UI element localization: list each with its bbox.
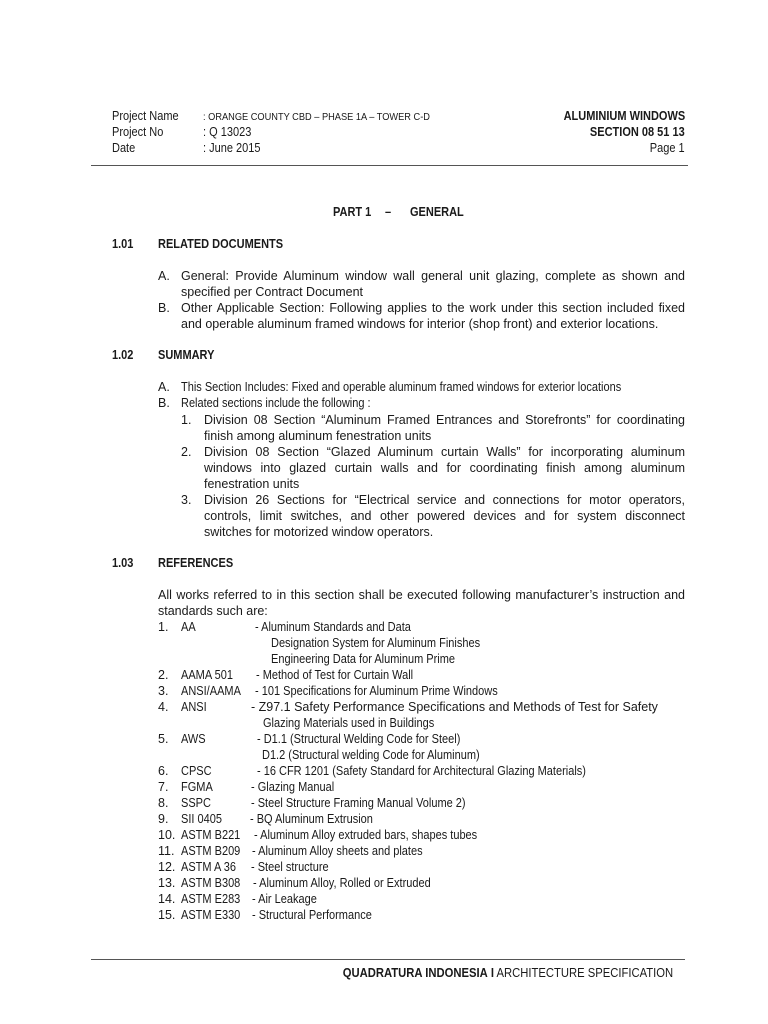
s101-item-b-text: Other Applicable Section: Following applies to the work under this section included fixed and operable aluminum framed windows for interior (shop front) and exterior locations. xyxy=(181,301,685,331)
s102-item-b-text: Related sections include the following : xyxy=(181,396,371,410)
part-number: PART 1 xyxy=(333,205,372,219)
ref-4-desc: - Z97.1 Safety Performance Specifications and Methods of Test for Safety xyxy=(251,700,658,714)
ref-10-code: ASTM B221 xyxy=(181,828,241,842)
ref-3-code: ANSI/AAMA xyxy=(181,684,241,698)
s102-item-a-text: This Section Includes: Fixed and operable aluminum framed windows for exterior locations xyxy=(181,380,622,394)
ref-1-extra-1: Designation System for Aluminum Finishes xyxy=(271,636,481,650)
ref-13-number: 13. xyxy=(158,876,176,890)
ref-12-number: 12. xyxy=(158,860,176,874)
ref-7-code: FGMA xyxy=(181,780,213,794)
ref-5-desc: - D1.1 (Structural Welding Code for Steel) xyxy=(257,732,461,746)
ref-8-code: SSPC xyxy=(181,796,211,810)
ref-9-code: SII 0405 xyxy=(181,812,222,826)
s102-item-a-letter: A. xyxy=(158,380,170,394)
project-no-value: : Q 13023 xyxy=(203,125,252,139)
ref-12-desc: - Steel structure xyxy=(251,860,329,874)
ref-1-number: 1. xyxy=(158,620,169,634)
ref-7-desc: - Glazing Manual xyxy=(251,780,335,794)
ref-6-code: CPSC xyxy=(181,764,212,778)
ref-4-extra-1: Glazing Materials used in Buildings xyxy=(263,716,435,730)
s102-sub-3-number: 3. xyxy=(181,493,192,507)
ref-2-desc: - Method of Test for Curtain Wall xyxy=(256,668,414,682)
section-101-number: 1.01 xyxy=(112,237,134,251)
section-102-number: 1.02 xyxy=(112,348,134,362)
ref-14-desc: - Air Leakage xyxy=(252,892,317,906)
footer xyxy=(343,965,673,981)
project-name-label: Project Name xyxy=(112,109,179,123)
ref-15-number: 15. xyxy=(158,908,176,922)
s102-sub-2-text: Division 08 Section “Glazed Aluminum curtain Walls” for incorporating aluminum windows into glazed curtain walls and for coordinating finish among aluminum fenestration units xyxy=(204,445,685,491)
s102-sub-2-number: 2. xyxy=(181,445,192,459)
s101-item-a-text: General: Provide Aluminum window wall general unit glazing, complete as shown and specified per Contract Document xyxy=(181,269,685,299)
ref-2-code: AAMA 501 xyxy=(181,668,233,682)
ref-3-number: 3. xyxy=(158,684,169,698)
ref-15-desc: - Structural Performance xyxy=(252,908,372,922)
part-name: GENERAL xyxy=(410,205,464,219)
s103-intro: All works referred to in this section shall be executed following manufacturer’s instruction and standards such are: xyxy=(158,588,685,618)
ref-3-desc: - 101 Specifications for Aluminum Prime Windows xyxy=(255,684,498,698)
ref-1-desc: - Aluminum Standards and Data xyxy=(255,620,411,634)
document-title: ALUMINIUM WINDOWS xyxy=(563,109,685,123)
section-number: SECTION 08 51 13 xyxy=(590,125,685,139)
ref-6-desc: - 16 CFR 1201 (Safety Standard for Architectural Glazing Materials) xyxy=(257,764,586,778)
footer-subtitle: ARCHITECTURE SPECIFICATION xyxy=(496,966,673,980)
ref-14-number: 14. xyxy=(158,892,176,906)
footer-separator: I xyxy=(490,966,494,980)
s101-item-b-letter: B. xyxy=(158,301,170,315)
ref-13-code: ASTM B308 xyxy=(181,876,241,890)
s101-item-a-letter: A. xyxy=(158,269,170,283)
section-102-title: SUMMARY xyxy=(158,348,215,362)
ref-4-code: ANSI xyxy=(181,700,207,714)
ref-7-number: 7. xyxy=(158,780,169,794)
page-number: Page 1 xyxy=(650,141,685,155)
date-value: : June 2015 xyxy=(203,141,261,155)
ref-5-code: AWS xyxy=(181,732,206,746)
section-103-number: 1.03 xyxy=(112,556,134,570)
ref-4-number: 4. xyxy=(158,700,169,714)
ref-14-code: ASTM E283 xyxy=(181,892,241,906)
project-no-label: Project No xyxy=(112,125,164,139)
ref-11-number: 11. xyxy=(158,844,175,858)
header-divider xyxy=(91,165,688,166)
section-101-title: RELATED DOCUMENTS xyxy=(158,237,284,251)
ref-9-number: 9. xyxy=(158,812,169,826)
part-dash: – xyxy=(385,205,392,219)
ref-2-number: 2. xyxy=(158,668,169,682)
ref-1-code: AA xyxy=(181,620,196,634)
ref-9-desc: - BQ Aluminum Extrusion xyxy=(250,812,373,826)
footer-divider xyxy=(91,959,685,960)
s102-sub-1-number: 1. xyxy=(181,413,192,427)
ref-11-desc: - Aluminum Alloy sheets and plates xyxy=(252,844,423,858)
ref-12-code: ASTM A 36 xyxy=(181,860,237,874)
date-label: Date xyxy=(112,141,136,155)
section-103-title: REFERENCES xyxy=(158,556,234,570)
s102-sub-1-text: Division 08 Section “Aluminum Framed Entrances and Storefronts” for coordinating finish among aluminum fenestration units xyxy=(204,413,685,443)
ref-5-extra-1: D1.2 (Structural welding Code for Aluminum) xyxy=(262,748,480,762)
footer-company: QUADRATURA INDONESIA xyxy=(342,966,488,980)
ref-15-code: ASTM E330 xyxy=(181,908,241,922)
s102-item-b-letter: B. xyxy=(158,396,170,410)
ref-5-number: 5. xyxy=(158,732,169,746)
project-name-value: : ORANGE COUNTY CBD – PHASE 1A – TOWER C-D xyxy=(203,111,430,123)
ref-1-extra-2: Engineering Data for Aluminum Prime xyxy=(271,652,456,666)
ref-10-desc: - Aluminum Alloy extruded bars, shapes tubes xyxy=(254,828,478,842)
s102-sub-3-text: Division 26 Sections for “Electrical service and connections for motor operators, controls, limit switches, and other powered devices and for system disconnect switches for motorized window operators. xyxy=(204,493,685,539)
ref-11-code: ASTM B209 xyxy=(181,844,241,858)
ref-8-number: 8. xyxy=(158,796,169,810)
ref-6-number: 6. xyxy=(158,764,169,778)
ref-8-desc: - Steel Structure Framing Manual Volume 2) xyxy=(251,796,466,810)
ref-13-desc: - Aluminum Alloy, Rolled or Extruded xyxy=(253,876,431,890)
ref-10-number: 10. xyxy=(158,828,176,842)
